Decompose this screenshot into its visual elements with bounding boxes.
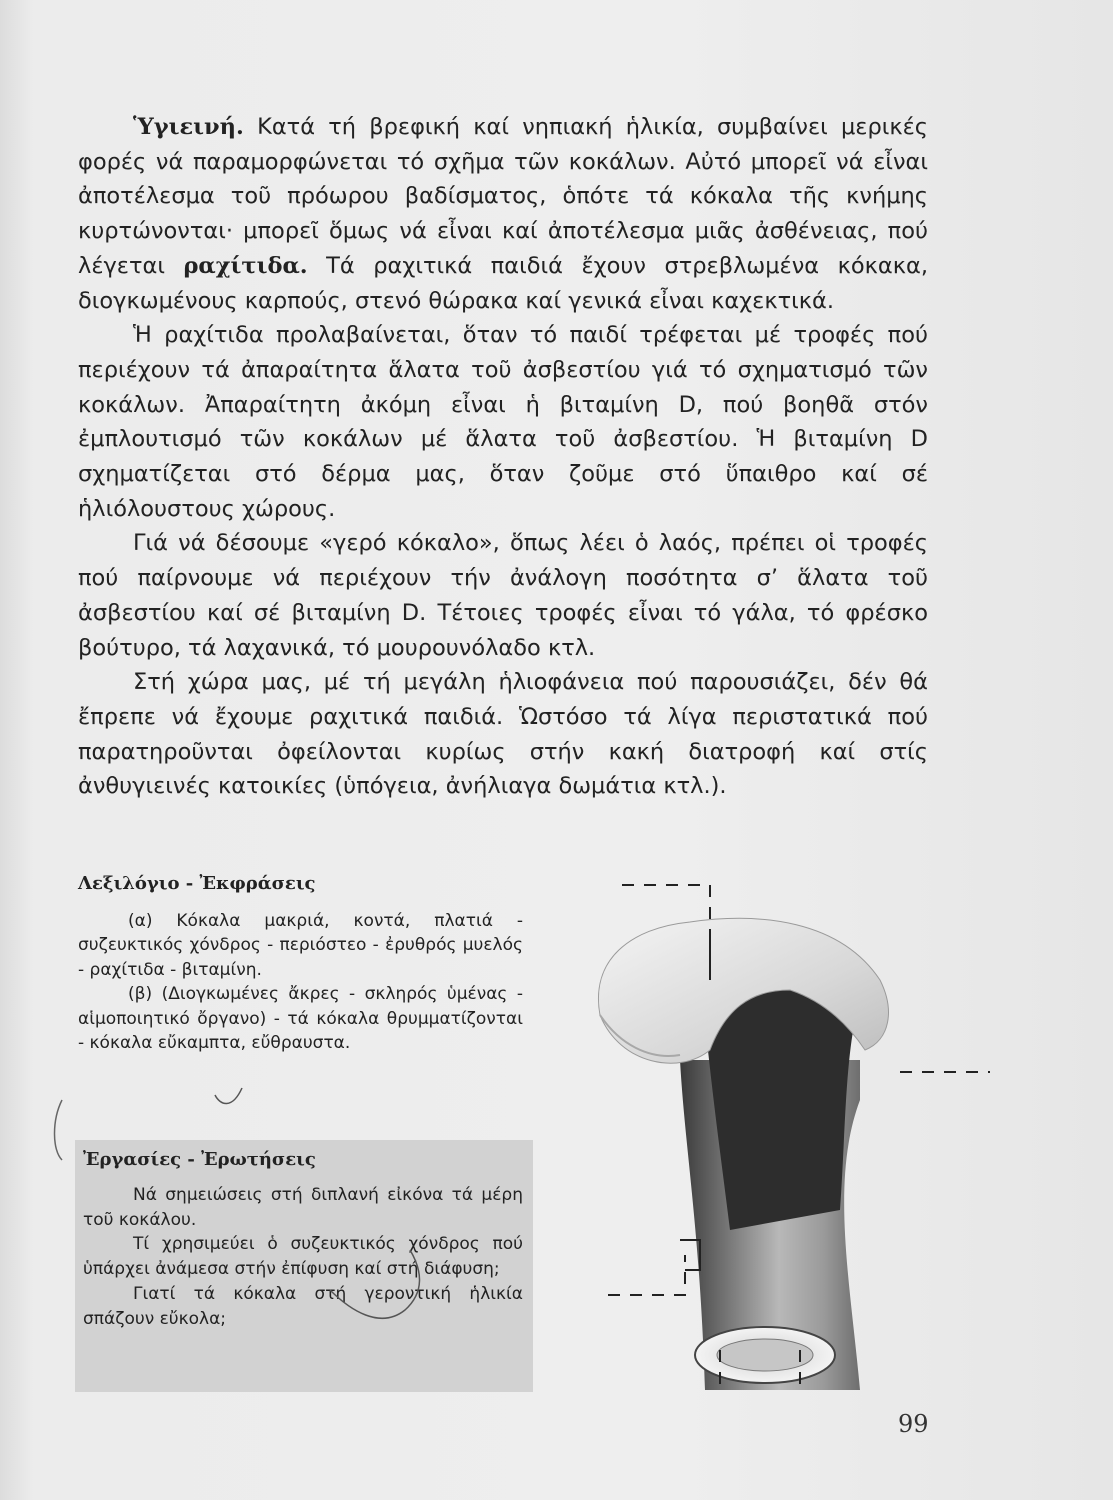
task-question-3: Γιατί τά κόκαλα στή γεροντική ἡλικία σπάζουν εὔκολα; (83, 1283, 523, 1329)
vocabulary-title: Λεξιλόγιο - Ἐκφράσεις (78, 873, 316, 894)
hygiene-heading: Ὑγιεινή. (133, 114, 244, 140)
paragraph-prevention: Ἡ ραχίτιδα προλαβαίνεται, ὅταν τό παιδί τρέφεται μέ τροφές πού περιέχουν τά ἀπαραίτητα ἅλατα τοῦ ἀσβεστίου γιά τό σχηματισμό τῶν κοκάλων. Ἀπαραίτητη ἀκόμη εἶναι ἡ βιταμίνη D, πού βοηθᾶ στόν ἐμπλουτισμό τῶν κοκάλων μέ ἅλατα τοῦ ἀσβεστίου. Ἡ βιταμίνη D σχηματίζεται στό δέρμα μας, ὅταν ζοῦμε στό ὕπαιθρο καί σέ ἡλιόλουστους χώρους. (78, 322, 928, 522)
bone-illustration (560, 850, 1000, 1390)
page-number: 99 (898, 1410, 929, 1438)
paragraph-strong-bone: Γιά νά δέσουμε «γερό κόκαλο», ὅπως λέει ὁ λαός, πρέπει οἱ τροφές πού παίρνουμε νά περιέχουν τήν ἀνάλογη ποσότητα σ’ ἅλατα τοῦ ἀσβεστίου καί σέ βιταμίνη D. Τέτοιες τροφές εἶναι τό γάλα, τό φρέσκο βούτυρο, τά λαχανικά, τό μουρουνόλαδο κτλ. (78, 530, 928, 661)
paragraph-hygiene: Ὑγιεινή. Κατά τή βρεφική καί νηπιακή ἡλικία, συμβαίνει μερικές φορές νά παραμορφώνεται τό σχῆμα τῶν κοκάλων. Αὐτό μπορεῖ νά εἶναι ἀποτέλεσμα τοῦ πρόωρου βαδίσματος, ὁπότε τά κόκαλα τῆς κνήμης κυρτώνονται· μπορεῖ ὅμως νά εἶναι καί ἀποτέλεσμα μιᾶς ἀσθένειας, πού λέγεται ραχίτιδα. Τά ραχιτικά παιδιά ἔχουν στρεβλωμένα κόκακα, διογκωμένους καρπούς, στενό θώρακα καί γενικά εἶναι καχεκτικά. (78, 114, 928, 314)
vocabulary-section (78, 872, 523, 1056)
term-rickets: ραχίτιδα. (183, 252, 308, 279)
tasks-title: Ἐργασίες - Ἐρωτήσεις (83, 1149, 316, 1170)
task-question-1: Νά σημειώσεις στή διπλανή εἰκόνα τά μέρη τοῦ κοκάλου. (83, 1184, 523, 1230)
paragraph-sunshine: Στή χώρα μας, μέ τή μεγάλη ἡλιοφάνεια πού παρουσιάζει, δέν θά ἔπρεπε νά ἔχουμε ραχιτικά παιδιά. Ὡστόσο τά λίγα περιστατικά πού παρατηροῦνται ὀφείλονται κυρίως στήν κακή διατροφή καί στίς ἀνθυγιεινές κατοικίες (ὑπόγεια, ἀνήλιαγα δωμάτια κτλ.). (78, 669, 928, 800)
vocabulary-a: (α) Κόκαλα μακριά, κοντά, πλατιά - συζευκτικός χόνδρος - περιόστεο - ἐρυθρός μυελός - ραχίτιδα - βιταμίνη. (78, 910, 523, 980)
vocabulary-b: (β) (Διογκωμένες ἄκρες - σκληρός ὑμένας - αἱμοποιητικό ὄργανο) - τά κόκαλα θρυμματίζονται - κόκαλα εὔκαμπτα, εὔθραυστα. (78, 984, 523, 1053)
main-text (78, 110, 928, 804)
task-question-2: Τί χρησιμεύει ὁ συζευκτικός χόνδρος πού ὑπάρχει ἀνάμεσα στήν ἐπίφυση καί στή διάφυση; (83, 1234, 523, 1280)
tasks-section (75, 1140, 533, 1392)
